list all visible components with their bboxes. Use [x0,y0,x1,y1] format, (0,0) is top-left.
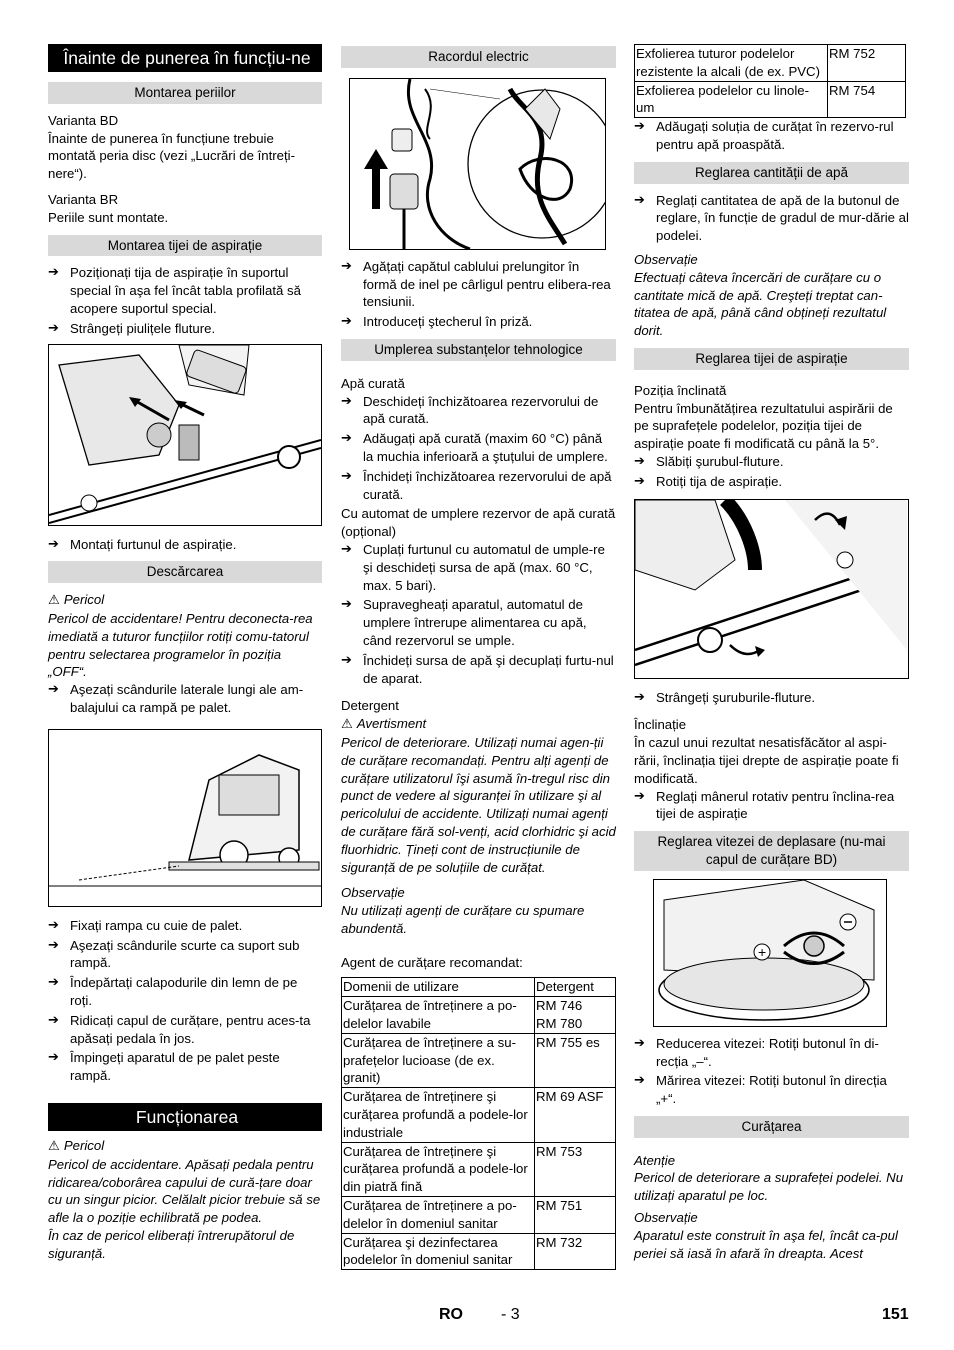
step: ➔ Rotiți tija de aspirație. [634,473,909,491]
table-cell: Curățarea de întreținere a po-delelor lavabile [342,997,535,1034]
warning-triangle-icon: ⚠ [48,593,60,609]
subsection-water-quantity: Reglarea cantității de apă [634,162,909,184]
table-row [342,1142,616,1196]
op-danger-text-2: În caz de pericol eliberați întrerupătorul de siguranță. [48,1227,295,1261]
detergent-table-continued [634,44,906,118]
figure-cable-hook [349,78,606,250]
op-danger-text: Pericol de accidentare. Apăsați pedala pentru ridicarea/coborârea capului de cură-țare doar cu un singur picior. Celălalt picior trebuie să se afle la o poziție echilibrată pe podea. [48,1156,321,1226]
table-cell: Exfolierea podelelor cu linole-um [635,81,828,118]
note-label: Observație [634,1210,698,1226]
op-danger-label: ⚠ Pericol [48,1137,105,1154]
auto-fill-label: Cu automat de umplere rezervor de apă curată (opțional) [341,506,616,540]
column-1 [48,44,322,1262]
table-cell: Curățarea de întreținere a su-prafețelor lucioase (de ex. granit) [342,1033,535,1087]
note-label: Observație [341,885,405,901]
step: ➔ Supravegheați aparatul, automatul de umplere întrerupe alimentarea cu apă, când rezervorul se umple. [341,596,616,649]
section-title-startup: Înainte de punerea în funcțiu-ne [48,44,322,72]
subsection-electric: Racordul electric [341,46,616,68]
table-row [342,1088,616,1142]
step: ➔ Îndepărtați calapodurile din lemn de pe roți. [48,974,322,1010]
table-cell: RM 69 ASF [535,1088,616,1142]
table-cell: Curățarea de întreținere a po-delelor în domeniul sanitar [342,1197,535,1234]
step: ➔ Adăugați soluția de curățat în rezervo-rul pentru apă proaspătă. [634,118,909,154]
warning-triangle-icon: ⚠ [341,717,353,733]
step: ➔ Împingeți aparatul de pe palet peste rampă. [48,1049,322,1085]
subsection-brush: Montarea periilor [48,82,322,104]
subsection-suction-mount: Montarea tijei de aspirație [48,235,322,257]
warning-label: ⚠ Avertisment [341,716,427,733]
step: ➔ Închideți închizătoarea rezervorului de apă curată. [341,468,616,504]
step: ➔ Introduceți ştecherul în priză. [341,313,616,331]
step: ➔ Cuplați furtunul cu automatul de umple-re şi deschideți sursa de apă (max. 60 °C, max. 5 bari). [341,541,616,594]
table-cell: Curățarea de întreținere şi curățarea profundă a podele-lor industriale [342,1088,535,1142]
figure-speed-knob [653,879,887,1027]
table-cell: RM 753 [535,1142,616,1196]
section-title-operation: Funcționarea [48,1103,322,1131]
variant-br-label: Varianta BR [48,191,119,207]
detergent-table [341,977,616,1270]
step: ➔ Strângeți şuruburile-fluture. [634,689,909,707]
column-3 [634,44,909,1262]
table-row [342,1233,616,1270]
variant-bd-label: Varianta BD [48,112,119,128]
step: ➔ Slăbiți şurubul-fluture. [634,453,909,471]
step: ➔ Adăugați apă curată (maxim 60 °C) până la muchia inferioară a ştuțului de umplere. [341,430,616,466]
table-cell: RM 746 RM 780 [535,997,616,1034]
svg-text:+: + [758,943,767,960]
step: ➔ Fixați rampa cu cuie de palet. [48,917,322,935]
footer-local-page: - 3 [501,1306,520,1323]
step: ➔ Închideți sursa de apă şi decuplați furtu-nul de aparat. [341,652,616,688]
warning-triangle-icon: ⚠ [48,1138,60,1154]
step: ➔ Strângeți piulițele fluture. [48,320,322,338]
caution-label: Atenție [634,1152,676,1168]
step: ➔ Mărirea vitezei: Rotiți butonul în direcția „+“. [634,1072,909,1108]
figure-suction-bar [48,344,322,526]
table-row [342,1197,616,1234]
table-cell: RM 755 es [535,1033,616,1087]
step: ➔ Aşezați scândurile scurte ca suport sub rampă. [48,937,322,973]
clean-note: Aparatul este construit în aşa fel, încât ca-pul periei să iasă în afară în dreapta. Acest [634,1227,898,1261]
subsection-speed: Reglarea vitezei de deplasare (nu-mai capul de curățare BD) [634,831,909,871]
step: ➔ Aşezați scândurile laterale lungi ale am-balajului ca rampă pe palet. [48,681,322,717]
danger-text: Pericol de accidentare! Pentru deconecta-rea imediată a tuturor funcțiilor rotiți comu-tatorul pentru selectarea programelor în poziția „OFF“. [48,610,313,680]
inclined-label: Poziția înclinată [634,382,727,398]
table-cell: RM 732 [535,1233,616,1270]
detergent-label: Detergent [341,698,399,714]
table-cell: Curățarea de întreținere şi curățarea profundă a podele-lor din piatră fină [342,1142,535,1196]
clean-water-label: Apă curată [341,375,405,391]
figure-unload-pallet [48,729,322,907]
figure-suction-rotate [634,499,909,679]
danger-label: ⚠ Pericol [48,592,105,609]
step: ➔ Reducerea vitezei: Rotiți butonul în di-recția „–“. [634,1035,909,1071]
table-row [635,81,906,118]
table-cell: Curățarea şi dezinfectarea podelelor în domeniul sanitar [342,1233,535,1270]
table-header-cell: Domenii de utilizare [342,978,535,997]
table-row [635,45,906,82]
table-cell: RM 754 [828,81,906,118]
subsection-suction-adjust: Reglarea tijei de aspirație [634,348,909,370]
table-cell: Exfolierea tuturor podelelor rezistente la alcali (de ex. PVC) [635,45,828,82]
variant-br-text: Periile sunt montate. [48,209,169,225]
table-cell: RM 752 [828,45,906,82]
footer-language: RO [439,1306,463,1323]
inclined-text: Pentru îmbunătățirea rezultatului aspirării de pe suprafețele podelelor, poziția tijei de aspirație poate fi modificată cu până la 5°. [634,400,893,452]
step: ➔ Agățați capătul cablului prelungitor în formă de inel pe cârligul pentru elibera-rea tensiunii. [341,258,616,311]
table-row [342,997,616,1034]
water-note: Efectuați câteva încercări de curățare cu o cantitate mică de apă. Creşteți treptat can-titatea de apă, până când obțineți rezultatul dorit. [634,269,887,339]
tilt-text: În cazul unui rezultat nesatisfăcător al aspi-rării, înclinația tijei drepte de aspirație poate fi modificată. [634,735,899,786]
table-cell: RM 751 [535,1197,616,1234]
caution-text: Pericol de deteriorare a suprafeței podelei. Nu utilizați aparatul pe loc. [634,1170,904,1204]
footer-page-number: 151 [882,1306,909,1323]
table-row [342,1033,616,1087]
step: ➔ Montați furtunul de aspirație. [48,536,322,554]
step: ➔ Reglați cantitatea de apă de la butonul de reglare, în funcție de gradul de mur-dărie al podelei. [634,192,909,245]
table-header-cell: Detergent [535,978,616,997]
variant-bd-text: Înainte de punerea în funcțiune trebuie montată peria disc (vezi „Lucrări de întreți-nere“). [48,130,295,182]
recommended-label: Agent de curățare recomandat: [341,954,523,970]
step: ➔ Deschideți închizătoarea rezervorului de apă curată. [341,393,616,429]
subsection-unload: Descărcarea [48,561,322,583]
note-label: Observație [634,251,698,267]
tilt-label: Înclinație [634,717,687,733]
note-text: Nu utilizați agenți de curățare cu spumare abundentă. [341,903,585,936]
step: ➔ Reglați mânerul rotativ pentru înclina-rea tijei de aspirație [634,788,909,824]
column-2 [341,44,616,1270]
subsection-fill: Umplerea substanțelor tehnologice [341,339,616,361]
step: ➔ Ridicați capul de curățare, pentru aces-ta apăsați pedala în jos. [48,1012,322,1048]
table-header-row [342,978,616,997]
step: ➔ Poziționați tija de aspirație în suportul special în aşa fel încât tabla profilată să acopere suportul special. [48,264,322,317]
warning-text: Pericol de deteriorare. Utilizați numai agen-ții de curățare recomandați. Pentru alți agenți de curățare utilizatorul îşi asumă în-tregul risc din punct de vedere al siguranței în utilizare şi al pericolului de accidente. Utilizați numai agenți de curățare fără sol-venți, acid clorhidric şi acid fluorhidric. Țineți cont de instrucțiunile de siguranță de pe soluțiile de curățat. [341,734,616,875]
subsection-cleaning: Curățarea [634,1116,909,1138]
